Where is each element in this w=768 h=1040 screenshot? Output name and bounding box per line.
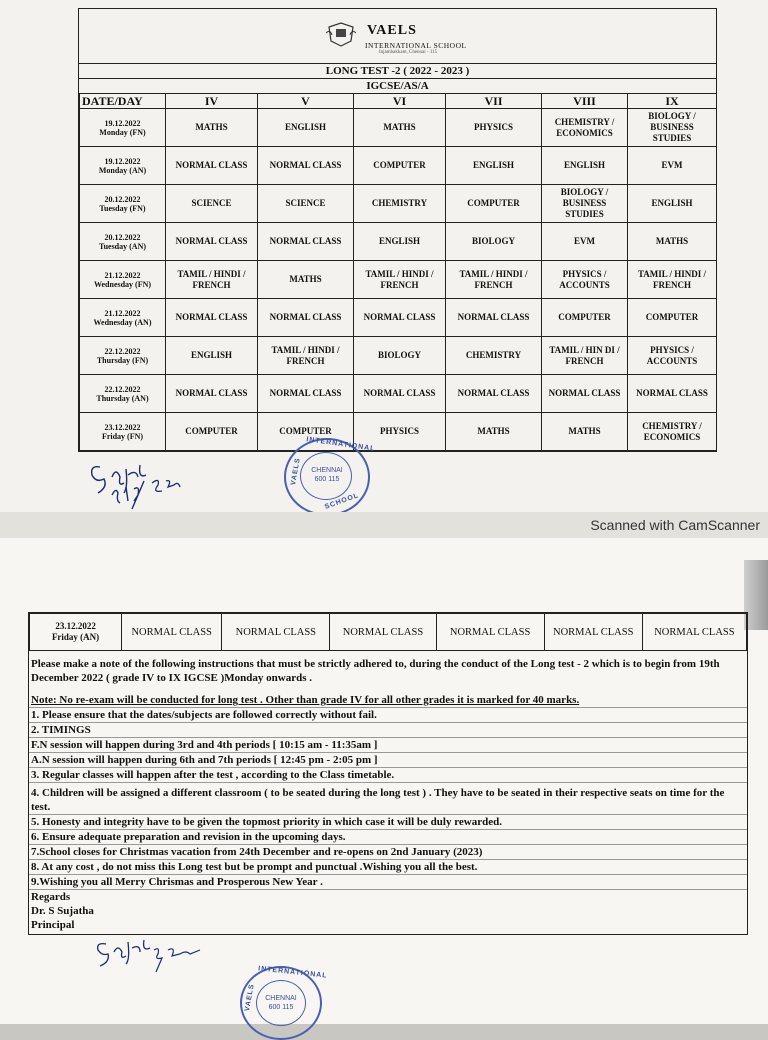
subject-cell: MATHS — [628, 223, 717, 261]
instruction-item: 1. Please ensure that the dates/subjects are followed correctly without fail. — [29, 708, 747, 723]
subject-cell: NORMAL CLASS — [258, 299, 354, 337]
subject-cell: NORMAL CLASS — [166, 147, 258, 185]
subject-cell: COMPUTER — [354, 147, 446, 185]
instructions-intro: Please make a note of the following instructions that must be strictly adhered to, during the conduct of the Long test - 2 which is to begin from 19th December 2022 ( grade IV to IX IGCSE )Monday onwards . — [31, 658, 720, 684]
column-header: IV — [166, 94, 258, 109]
subject-cell: TAMIL / HINDI / FRENCH — [628, 261, 717, 299]
subject-cell: NORMAL CLASS — [330, 614, 436, 651]
instruction-item: 9.Wishing you all Merry Chrismas and Prosperous New Year . — [29, 875, 747, 890]
subject-cell: BIOLOGY / BUSINESS STUDIES — [542, 185, 628, 223]
column-header: IX — [628, 94, 717, 109]
signatory-title: Principal — [31, 919, 75, 931]
subject-cell: BIOLOGY — [354, 337, 446, 375]
principal-signature-2-icon — [92, 936, 222, 976]
table-row — [80, 261, 717, 299]
date-cell: 21.12.2022 Wednesday (AN) — [80, 299, 166, 337]
table-row — [80, 413, 717, 451]
column-header: VIII — [542, 94, 628, 109]
subject-cell: PHYSICS — [354, 413, 446, 451]
school-subtitle: INTERNATIONAL SCHOOL — [365, 41, 467, 50]
subject-cell: BIOLOGY / BUSINESS STUDIES — [628, 109, 717, 147]
subject-cell: COMPUTER — [542, 299, 628, 337]
header-row — [80, 94, 717, 109]
subject-cell: ENGLISH — [446, 147, 542, 185]
subject-cell: NORMAL CLASS — [258, 147, 354, 185]
subject-cell: MATHS — [258, 261, 354, 299]
column-header: VII — [446, 94, 542, 109]
school-seal-stamp-2: INTERNATIONAL VAELS CHENNAI 600 115 — [240, 966, 322, 1040]
subject-cell: CHEMISTRY / ECONOMICS — [628, 413, 717, 451]
subject-cell: NORMAL CLASS — [354, 299, 446, 337]
scanned-page-1 — [0, 0, 768, 512]
instructions-block — [29, 651, 747, 934]
subject-cell: MATHS — [354, 109, 446, 147]
instructions-table — [28, 612, 748, 935]
table-row — [80, 223, 717, 261]
subject-cell: PHYSICS / ACCOUNTS — [628, 337, 717, 375]
subject-cell: PHYSICS / ACCOUNTS — [542, 261, 628, 299]
subject-cell: COMPUTER — [166, 413, 258, 451]
subject-cell: EVM — [628, 147, 717, 185]
table-row — [80, 337, 717, 375]
table-row — [30, 614, 747, 651]
scanner-watermark: Scanned with CamScanner — [590, 517, 760, 533]
subject-cell: NORMAL CLASS — [166, 375, 258, 413]
subject-cell: COMPUTER — [446, 185, 542, 223]
school-seal-stamp: INTERNATIONAL VAELS SCHOOL CHENNAI 600 115 — [284, 438, 370, 516]
date-cell: 23.12.2022 Friday (FN) — [80, 413, 166, 451]
regards-label: Regards — [31, 891, 71, 903]
subject-cell: COMPUTER — [258, 413, 354, 451]
date-cell: 22.12.2022 Thursday (AN) — [80, 375, 166, 413]
re-exam-note: Note: No re-exam will be conducted for long test . Other than grade IV for all other grades it is marked for 40 marks. — [29, 693, 747, 708]
date-cell: 19.12.2022 Monday (FN) — [80, 109, 166, 147]
subject-cell: COMPUTER — [628, 299, 717, 337]
instruction-item: 8. At any cost , do not miss this Long test but be prompt and punctual .Wishing you all the best. — [29, 860, 747, 875]
instruction-item: 2. TIMINGS — [29, 723, 747, 738]
subject-cell: TAMIL / HINDI / FRENCH — [446, 261, 542, 299]
subject-cell: NORMAL CLASS — [122, 614, 222, 651]
subject-cell: PHYSICS — [446, 109, 542, 147]
table-row — [80, 147, 717, 185]
instruction-item: 5. Honesty and integrity have to be given the topmost priority in which case it will be duly rewarded. — [29, 815, 747, 830]
school-address: Injambakkam, Chennai - 115 — [379, 50, 438, 55]
subject-cell: ENGLISH — [354, 223, 446, 261]
test-title: LONG TEST -2 ( 2022 - 2023 ) — [79, 64, 716, 79]
subject-cell: NORMAL CLASS — [354, 375, 446, 413]
subject-cell: CHEMISTRY / ECONOMICS — [542, 109, 628, 147]
column-header: VI — [354, 94, 446, 109]
column-header: DATE/DAY — [80, 94, 166, 109]
subject-cell: MATHS — [446, 413, 542, 451]
subject-cell: ENGLISH — [628, 185, 717, 223]
subject-cell: NORMAL CLASS — [258, 223, 354, 261]
column-header: V — [258, 94, 354, 109]
school-header — [79, 9, 716, 64]
subject-cell: TAMIL / HIN DI / FRENCH — [542, 337, 628, 375]
subject-cell: EVM — [542, 223, 628, 261]
subject-cell: TAMIL / HINDI / FRENCH — [258, 337, 354, 375]
schedule-grid — [79, 93, 717, 451]
school-crest-icon — [326, 21, 356, 47]
subject-cell: TAMIL / HINDI / FRENCH — [166, 261, 258, 299]
signatory-name: Dr. S Sujatha — [31, 905, 94, 917]
subject-cell: NORMAL CLASS — [542, 375, 628, 413]
friday-an-row-table — [29, 613, 747, 651]
subject-cell: NORMAL CLASS — [544, 614, 642, 651]
subject-cell: NORMAL CLASS — [446, 375, 542, 413]
subject-cell: MATHS — [542, 413, 628, 451]
table-row — [80, 109, 717, 147]
instruction-item: F.N session will happen during 3rd and 4th periods [ 10:15 am - 11:35am ] — [29, 738, 747, 753]
subject-cell: CHEMISTRY — [446, 337, 542, 375]
subject-cell: CHEMISTRY — [354, 185, 446, 223]
subject-cell: ENGLISH — [542, 147, 628, 185]
subject-cell: NORMAL CLASS — [222, 614, 330, 651]
table-row — [80, 375, 717, 413]
principal-signature-icon — [82, 455, 222, 510]
subject-cell: NORMAL CLASS — [642, 614, 746, 651]
date-cell: 20.12.2022 Tuesday (AN) — [80, 223, 166, 261]
date-cell: 22.12.2022 Thursday (FN) — [80, 337, 166, 375]
subject-cell: ENGLISH — [258, 109, 354, 147]
subject-cell: NORMAL CLASS — [166, 299, 258, 337]
instruction-item: 6. Ensure adequate preparation and revision in the upcoming days. — [29, 830, 747, 845]
instruction-item: A.N session will happen during 6th and 7th periods [ 12:45 pm - 2:05 pm ] — [29, 753, 747, 768]
subject-cell: NORMAL CLASS — [258, 375, 354, 413]
instruction-item: 7.School closes for Christmas vacation from 24th December and re-opens on 2nd January (2023) — [29, 845, 747, 860]
subject-cell: NORMAL CLASS — [436, 614, 544, 651]
date-cell: 20.12.2022 Tuesday (FN) — [80, 185, 166, 223]
subject-cell: MATHS — [166, 109, 258, 147]
table-row — [80, 299, 717, 337]
date-cell: 19.12.2022 Monday (AN) — [80, 147, 166, 185]
subject-cell: TAMIL / HINDI / FRENCH — [354, 261, 446, 299]
exam-schedule-table — [78, 8, 717, 452]
date-cell: 23.12.2022 Friday (AN) — [30, 614, 122, 651]
subject-cell: SCIENCE — [258, 185, 354, 223]
subject-cell: ENGLISH — [166, 337, 258, 375]
date-cell: 21.12.2022 Wednesday (FN) — [80, 261, 166, 299]
subject-cell: SCIENCE — [166, 185, 258, 223]
instruction-item: 3. Regular classes will happen after the test , according to the Class timetable. — [29, 768, 747, 783]
subject-cell: NORMAL CLASS — [166, 223, 258, 261]
subject-cell: NORMAL CLASS — [446, 299, 542, 337]
instruction-item: 4. Children will be assigned a different classroom ( to be seated during the long test ) . They have to be seated in their respective seats on time for the test. — [29, 783, 747, 815]
board-title: IGCSE/AS/A — [366, 80, 429, 92]
subject-cell: BIOLOGY — [446, 223, 542, 261]
table-row — [80, 185, 717, 223]
school-name: VAELS — [367, 23, 417, 38]
subject-cell: NORMAL CLASS — [628, 375, 717, 413]
